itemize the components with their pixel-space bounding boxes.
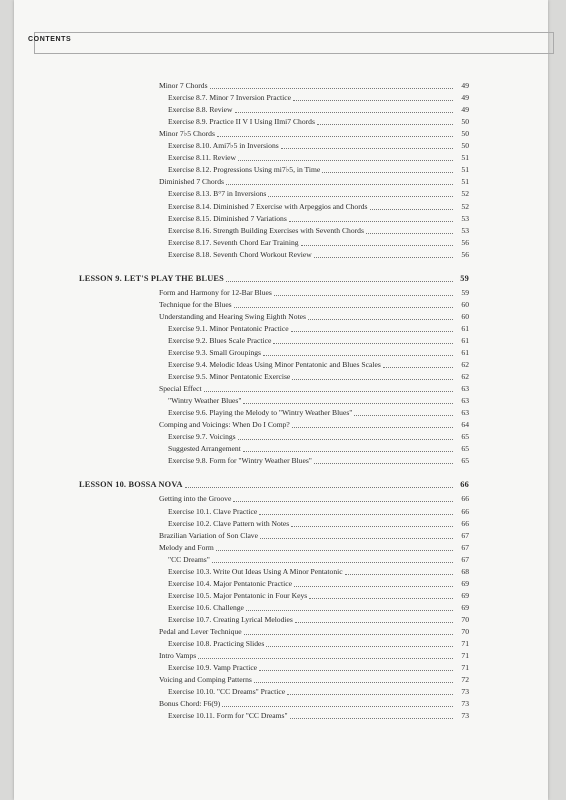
toc-page-number: 69 [461, 590, 469, 600]
toc-entry[interactable] [14, 152, 469, 164]
toc-page-number: 71 [461, 639, 469, 649]
dot-leader [295, 621, 453, 623]
toc-page-number: 50 [461, 141, 469, 151]
toc-page-number: 72 [461, 675, 469, 685]
toc-entry[interactable] [14, 638, 469, 650]
dot-leader [289, 220, 453, 222]
toc-entry-title: Exercise 8.18. Seventh Chord Workout Review [168, 249, 312, 259]
dot-leader [370, 208, 453, 210]
toc-entry[interactable] [14, 176, 469, 188]
toc-entry-title: "CC Dreams" [168, 554, 210, 564]
toc-entry[interactable] [14, 116, 469, 128]
toc-entry-title: Exercise 9.6. Playing the Melody to "Wintry Weather Blues" [168, 408, 353, 418]
toc-page-number: 65 [461, 432, 469, 442]
toc-page-number: 71 [461, 663, 469, 673]
toc-page-number: 71 [461, 651, 469, 661]
toc-entry-title: Exercise 9.2. Blues Scale Practice [168, 335, 272, 345]
toc-page-number: 56 [461, 237, 469, 247]
toc-entry[interactable] [14, 530, 469, 542]
toc-page-number: 68 [461, 566, 469, 576]
toc-page-number: 70 [461, 626, 469, 636]
toc-page-number: 67 [461, 554, 469, 564]
toc-entry-title: Melody and Form [159, 542, 214, 552]
toc-page-number: 70 [461, 614, 469, 624]
section-spacer [14, 467, 548, 477]
toc-page-number: 50 [461, 117, 469, 127]
toc-entry[interactable] [14, 542, 469, 554]
toc-entry-title: Exercise 10.8. Practicing Slides [168, 639, 265, 649]
toc-entry[interactable] [14, 335, 469, 347]
toc-page-number: 66 [461, 506, 469, 516]
toc-entry[interactable] [14, 299, 469, 311]
toc-entry[interactable] [14, 249, 469, 261]
dot-leader [273, 342, 453, 344]
toc-entry[interactable] [14, 590, 469, 602]
dot-leader [322, 171, 453, 173]
toc-entry[interactable] [14, 710, 469, 722]
toc-page-number: 49 [461, 93, 469, 103]
toc-page-number: 59 [461, 287, 469, 297]
toc-page-number: 56 [461, 249, 469, 259]
toc-page-number: 61 [461, 323, 469, 333]
toc-entry[interactable] [14, 395, 469, 407]
dot-leader [217, 135, 453, 137]
toc-entry[interactable] [14, 92, 469, 104]
toc-page-number: 53 [461, 225, 469, 235]
toc-page-number: 69 [461, 578, 469, 588]
toc-page-number: 67 [461, 542, 469, 552]
toc-entry-title: Exercise 8.9. Practice II V I Using IImi7 Chords [168, 117, 315, 127]
toc-page-number: 49 [461, 105, 469, 115]
dot-leader [238, 159, 453, 161]
toc-entry-title: Pedal and Lever Technique [159, 626, 242, 636]
toc-entry-title: Exercise 8.7. Minor 7 Inversion Practice [168, 93, 291, 103]
toc-entry-title: LESSON 9. LET'S PLAY THE BLUES [79, 273, 224, 283]
toc-page-number: 64 [461, 420, 469, 430]
toc-entry-title: Exercise 8.13. B°7 in Inversions [168, 189, 267, 199]
toc-page-number: 60 [461, 299, 469, 309]
toc-entry-title: Exercise 9.3. Small Groupings [168, 347, 262, 357]
toc-entry-title: Voicing and Comping Patterns [159, 675, 252, 685]
toc-page-number: 73 [461, 711, 469, 721]
dot-leader [235, 111, 453, 113]
toc-entry-title: Bonus Chord: F6(9) [159, 699, 221, 709]
dot-leader [354, 414, 453, 416]
toc-entry-title: Exercise 8.14. Diminished 7 Exercise with Arpeggios and Chords [168, 201, 368, 211]
toc-entry-title: Exercise 9.5. Minor Pentatonic Exercise [168, 372, 291, 382]
dot-leader [259, 669, 453, 671]
toc-entry[interactable] [14, 443, 469, 455]
dot-leader [314, 256, 453, 258]
toc-entry[interactable] [14, 128, 469, 140]
dot-leader [233, 500, 453, 502]
toc-entry-title: Diminished 7 Chords [159, 177, 224, 187]
toc-entry-title: LESSON 10. BOSSA NOVA [79, 480, 183, 490]
dot-leader [244, 633, 453, 635]
dot-leader [292, 378, 453, 380]
toc-entry-title: Exercise 8.15. Diminished 7 Variations [168, 213, 287, 223]
toc-entry[interactable] [14, 104, 469, 116]
toc-entry[interactable] [14, 359, 469, 371]
dot-leader [198, 657, 453, 659]
toc-page-number: 73 [461, 687, 469, 697]
dot-leader [294, 585, 453, 587]
toc-entry[interactable] [14, 578, 469, 590]
toc-entry-title: Form and Harmony for 12-Bar Blues [159, 287, 272, 297]
toc-entry-title: Minor 7 Chords [159, 81, 208, 91]
toc-entry-title: Exercise 9.1. Minor Pentatonic Practice [168, 323, 289, 333]
toc-entry-title: Exercise 10.6. Challenge [168, 602, 244, 612]
toc-page-number: 67 [461, 530, 469, 540]
toc-entry[interactable] [14, 662, 469, 674]
dot-leader [281, 147, 453, 149]
dot-leader [222, 705, 453, 707]
toc-entry[interactable] [14, 431, 469, 443]
toc-page-number: 62 [461, 360, 469, 370]
toc-page-number: 66 [461, 518, 469, 528]
toc-entry[interactable] [14, 371, 469, 383]
toc-page-number: 61 [461, 335, 469, 345]
toc-entry[interactable] [14, 674, 469, 686]
dot-leader [234, 306, 453, 308]
dot-leader [226, 183, 453, 185]
toc-entry[interactable] [14, 493, 469, 505]
toc-entry[interactable] [14, 164, 469, 176]
toc-entry-title: Exercise 10.3. Write Out Ideas Using A Minor Pentatonic [168, 566, 343, 576]
toc-page-number: 59 [460, 273, 469, 283]
toc-entry-title: Exercise 10.10. "CC Dreams" Practice [168, 687, 286, 697]
toc-page-number: 53 [461, 213, 469, 223]
toc-entry[interactable] [14, 650, 469, 662]
running-header: CONTENTS [28, 36, 72, 43]
dot-leader [226, 280, 453, 282]
toc-page-number: 66 [461, 494, 469, 504]
toc-entry-title: Exercise 10.2. Clave Pattern with Notes [168, 518, 290, 528]
toc-page-number: 73 [461, 699, 469, 709]
toc-entry-title: Understanding and Hearing Swing Eighth Notes [159, 311, 306, 321]
toc-entry-title: Technique for the Blues [159, 299, 232, 309]
toc-page-number: 65 [461, 456, 469, 466]
dot-leader [308, 318, 453, 320]
dot-leader [238, 438, 453, 440]
dot-leader [260, 537, 453, 539]
toc-entry-title: Exercise 10.11. Form for "CC Dreams" [168, 711, 288, 721]
toc-entry[interactable] [14, 698, 469, 710]
toc-entry-title: Getting into the Groove [159, 494, 232, 504]
dot-leader [291, 330, 453, 332]
toc-page-number: 66 [460, 480, 469, 490]
toc-entry[interactable] [14, 686, 469, 698]
toc-entry[interactable] [14, 602, 469, 614]
dot-leader [204, 390, 453, 392]
toc-page-number: 61 [461, 347, 469, 357]
toc-entry[interactable] [14, 554, 469, 566]
dot-leader [274, 294, 453, 296]
toc-entry-title: Minor 7♭5 Chords [159, 129, 215, 139]
dot-leader [243, 402, 453, 404]
toc-entry-title: Exercise 8.10. Ami7♭5 in Inversions [168, 141, 279, 151]
toc-entry-title: Exercise 9.8. Form for "Wintry Weather Blues" [168, 456, 312, 466]
dot-leader [301, 244, 453, 246]
dot-leader [266, 645, 453, 647]
toc-entry[interactable] [14, 225, 469, 237]
toc-entry-title: Suggested Arrangement [168, 444, 241, 454]
toc-entry[interactable] [14, 566, 469, 578]
toc-entry[interactable] [14, 237, 469, 249]
toc-entry-title: Exercise 8.17. Seventh Chord Ear Training [168, 237, 299, 247]
toc-entry[interactable] [14, 419, 469, 431]
toc-entry[interactable] [14, 213, 469, 225]
toc-lesson-heading[interactable] [14, 271, 469, 285]
header-rule-box [34, 32, 554, 54]
dot-leader [383, 366, 453, 368]
toc-lesson-heading[interactable] [14, 477, 469, 491]
dot-leader [254, 681, 453, 683]
toc-entry[interactable] [14, 311, 469, 323]
toc-entry[interactable] [14, 188, 469, 200]
toc-entry[interactable] [14, 455, 469, 467]
toc-entry-title: Exercise 9.4. Melodic Ideas Using Minor Pentatonic and Blues Scales [168, 360, 381, 370]
toc-entry-title: Exercise 8.11. Review [168, 153, 237, 163]
dot-leader [263, 354, 453, 356]
toc-entry-title: Brazilian Variation of Son Clave [159, 530, 258, 540]
toc-page-number: 51 [461, 165, 469, 175]
toc-entry-title: Intro Vamps [159, 651, 197, 661]
toc-page-number: 63 [461, 408, 469, 418]
toc-entry-title: Comping and Voicings: When Do I Comp? [159, 420, 290, 430]
toc-page-number: 62 [461, 372, 469, 382]
toc-page-number: 63 [461, 384, 469, 394]
toc-entry-title: Exercise 10.5. Major Pentatonic in Four Keys [168, 590, 308, 600]
dot-leader [210, 87, 453, 89]
toc-page-number: 50 [461, 129, 469, 139]
toc-entry[interactable] [14, 200, 469, 212]
toc-page-number: 49 [461, 81, 469, 91]
dot-leader [287, 693, 453, 695]
toc-entry-title: Exercise 8.12. Progressions Using mi7♭5, in Time [168, 165, 321, 175]
toc-entry[interactable] [14, 323, 469, 335]
section-spacer [14, 261, 548, 271]
table-of-contents [14, 80, 548, 722]
document-page [14, 0, 548, 800]
toc-page-number: 60 [461, 311, 469, 321]
toc-page-number: 52 [461, 189, 469, 199]
dot-leader [292, 426, 453, 428]
dot-leader [345, 573, 453, 575]
dot-leader [259, 513, 453, 515]
toc-page-number: 51 [461, 177, 469, 187]
toc-entry-title: Exercise 10.1. Clave Practice [168, 506, 258, 516]
toc-entry[interactable] [14, 80, 469, 92]
toc-page-number: 63 [461, 396, 469, 406]
dot-leader [291, 525, 453, 527]
dot-leader [309, 597, 453, 599]
dot-leader [185, 486, 453, 488]
toc-entry[interactable] [14, 614, 469, 626]
dot-leader [317, 123, 453, 125]
toc-entry-title: "Wintry Weather Blues" [168, 396, 242, 406]
toc-entry-title: Exercise 8.16. Strength Building Exercises with Seventh Chords [168, 225, 364, 235]
dot-leader [366, 232, 453, 234]
toc-entry[interactable] [14, 626, 469, 638]
dot-leader [290, 717, 453, 719]
toc-entry-title: Exercise 10.7. Creating Lyrical Melodies [168, 614, 293, 624]
dot-leader [246, 609, 453, 611]
toc-page-number: 69 [461, 602, 469, 612]
toc-entry[interactable] [14, 287, 469, 299]
toc-entry[interactable] [14, 407, 469, 419]
dot-leader [314, 462, 453, 464]
toc-page-number: 52 [461, 201, 469, 211]
toc-entry[interactable] [14, 518, 469, 530]
toc-entry-title: Special Effect [159, 384, 202, 394]
toc-entry-title: Exercise 10.9. Vamp Practice [168, 663, 258, 673]
toc-entry-title: Exercise 10.4. Major Pentatonic Practice [168, 578, 292, 588]
toc-entry[interactable] [14, 140, 469, 152]
toc-entry[interactable] [14, 505, 469, 517]
toc-page-number: 51 [461, 153, 469, 163]
toc-page-number: 65 [461, 444, 469, 454]
dot-leader [243, 450, 453, 452]
toc-entry[interactable] [14, 383, 469, 395]
dot-leader [293, 99, 453, 101]
toc-entry[interactable] [14, 347, 469, 359]
dot-leader [268, 195, 453, 197]
toc-entry-title: Exercise 9.7. Voicings [168, 432, 236, 442]
dot-leader [212, 561, 453, 563]
toc-entry-title: Exercise 8.8. Review [168, 105, 233, 115]
dot-leader [216, 549, 453, 551]
